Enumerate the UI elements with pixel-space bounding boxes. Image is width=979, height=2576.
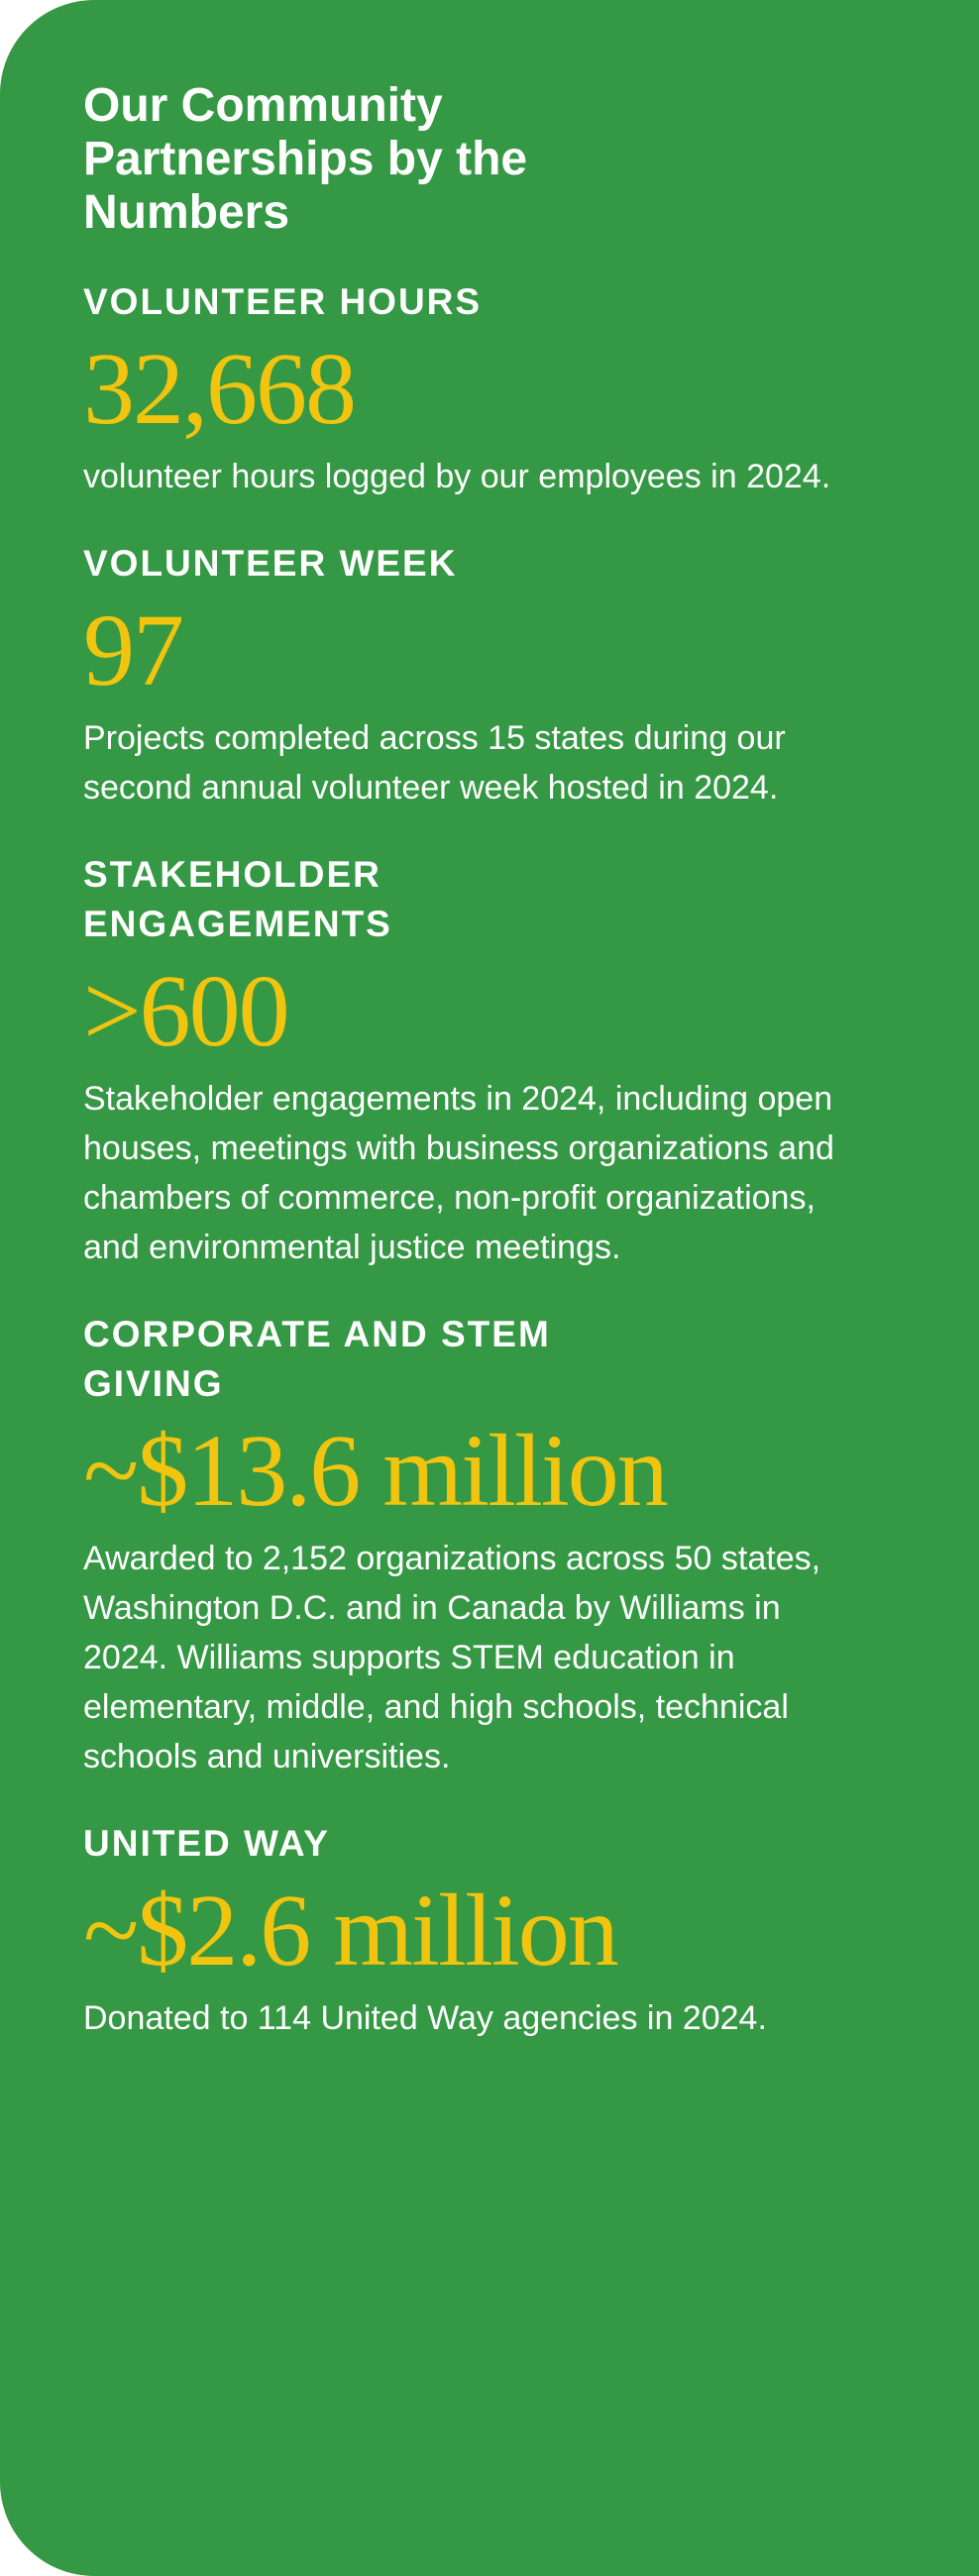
stat-description: volunteer hours logged by our employees in 2024. <box>83 458 831 495</box>
stat-value: ~$13.6 million <box>83 1414 667 1528</box>
stat-value: ~$2.6 million <box>83 1874 617 1987</box>
stat-stakeholder-engagements <box>83 850 870 1272</box>
stat-value: 97 <box>83 593 182 707</box>
stat-description: Projects completed across 15 states during our second annual volunteer week hosted in 2024. <box>83 719 786 806</box>
stat-volunteer-week <box>83 539 870 812</box>
stat-united-way <box>83 1819 870 2043</box>
stat-volunteer-hours <box>83 277 870 501</box>
page-title: Our Community Partnerships by the Numbers <box>83 79 528 239</box>
stat-corporate-stem-giving <box>83 1310 870 1781</box>
stat-description: Awarded to 2,152 organizations across 50 states, Washington D.C. and in Canada by Williams in 2024. Williams supports STEM education in elementary, middle, and high schools, technical schools and universities. <box>83 1540 821 1775</box>
stat-description: Donated to 114 United Way agencies in 2024. <box>83 1999 767 2037</box>
stat-label: VOLUNTEER WEEK <box>83 543 458 584</box>
stat-value: >600 <box>83 954 288 1068</box>
stat-description: Stakeholder engagements in 2024, including open houses, meetings with business organizations and chambers of commerce, non-profit organizations, and environmental justice meetings. <box>83 1080 834 1266</box>
stat-value: 32,668 <box>83 332 355 446</box>
stat-label: CORPORATE AND STEM GIVING <box>83 1314 551 1404</box>
stat-label: STAKEHOLDER ENGAGEMENTS <box>83 854 392 944</box>
stat-label: VOLUNTEER HOURS <box>83 281 483 322</box>
stat-label: UNITED WAY <box>83 1823 330 1864</box>
